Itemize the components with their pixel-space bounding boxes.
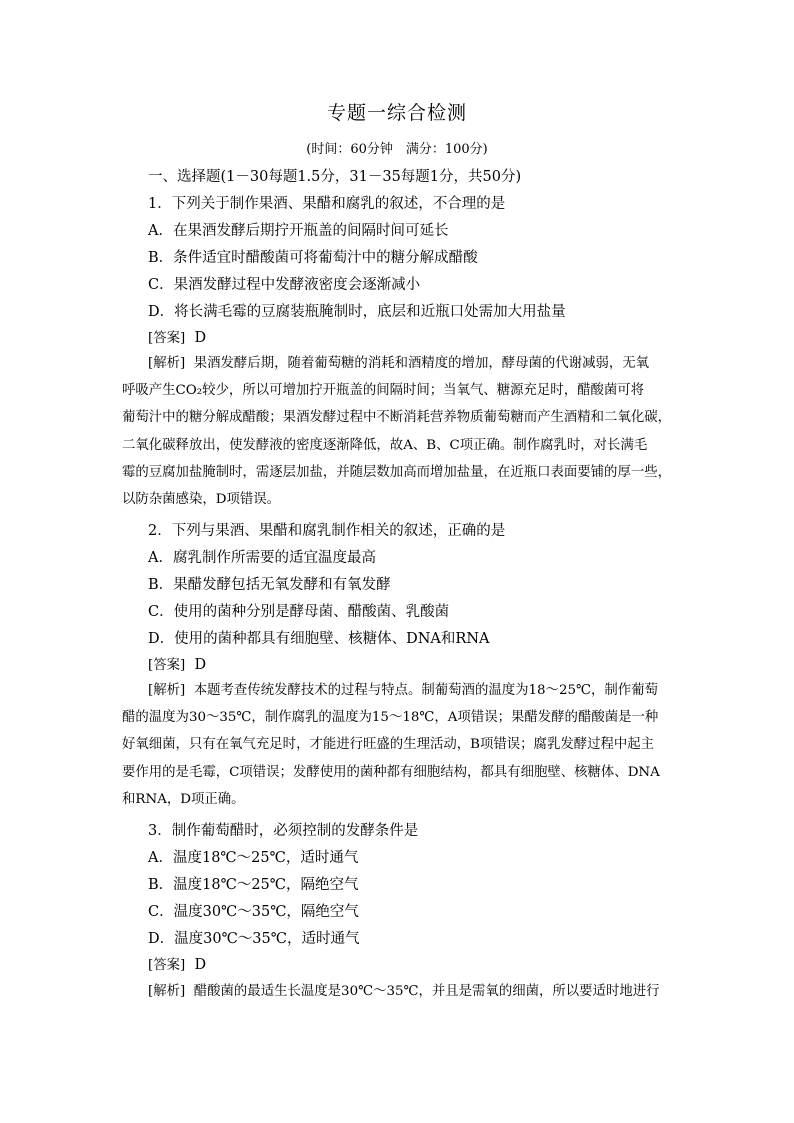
section-heading: 一、选择题(1－30每题1.5分，31－35每题1分，共50分) <box>148 169 522 185</box>
question-1-stem: 1．下列关于制作果酒、果醋和腐乳的叙述，不合理的是 <box>148 196 506 212</box>
question-1-option-d: D．将长满毛霉的豆腐装瓶腌制时，底层和近瓶口处需加大用盐量 <box>148 304 566 320</box>
question-2-option-c: C．使用的菌种分别是酵母菌、醋酸菌、乳酸菌 <box>148 604 450 620</box>
question-3-option-d: D．温度30℃～35℃，适时通气 <box>148 931 360 947</box>
analysis-line: 二氧化碳释放出，使发酵液的密度逐渐降低，故A、B、C项正确。制作腐乳时，对长满毛 <box>122 437 648 453</box>
question-2-option-b: B．果醋发酵包括无氧发酵和有氧发酵 <box>148 577 391 593</box>
question-1-answer <box>148 327 206 346</box>
question-2-option-d: D．使用的菌种都具有细胞壁、核糖体、DNA和RNA <box>148 631 490 647</box>
analysis-tag: [解析] <box>148 683 186 698</box>
answer-tag: [答案] <box>148 658 186 673</box>
question-3-analysis <box>122 978 674 1005</box>
question-3-option-a: A．温度18℃～25℃，适时通气 <box>148 850 359 866</box>
analysis-line: 以防杂菌感染，D项错误。 <box>122 492 281 508</box>
exam-meta: (时间：60分钟 满分：100分) <box>306 142 488 157</box>
analysis-line: 葡萄汁中的糖分解成醋酸；果酒发酵过程中不断消耗营养物质葡萄糖而产生酒精和二氧化碳， <box>122 410 672 426</box>
question-2-option-a: A．腐乳制作所需要的适宜温度最高 <box>148 550 376 566</box>
question-1-option-a: A．在果酒发酵后期拧开瓶盖的间隔时间可延长 <box>148 223 449 239</box>
analysis-line: 醋酸菌的最适生长温度是30℃～35℃，并且是需氧的细菌，所以要适时地进行 <box>193 984 660 999</box>
question-3-stem: 3．制作葡萄醋时，必须控制的发酵条件是 <box>148 823 419 839</box>
analysis-line: 霉的豆腐加盐腌制时，需逐层加盐，并随层数加高而增加盐量，在近瓶口表面要铺的厚一些， <box>122 464 672 480</box>
page-title: 专题一综合检测 <box>326 102 467 124</box>
question-2-answer <box>148 654 206 673</box>
answer-value: D <box>194 657 207 673</box>
analysis-line: 和RNA，D项正确。 <box>122 791 245 807</box>
analysis-line: 醋的温度为30～35℃，制作腐乳的温度为15～18℃，A项错误；果醋发酵的醋酸菌是一种 <box>122 710 659 726</box>
answer-value: D <box>194 330 207 346</box>
answer-tag: [答案] <box>148 958 186 973</box>
analysis-line: 呼吸产生CO₂较少，所以可增加拧开瓶盖的间隔时间；当氧气、糖源充足时，醋酸菌可将 <box>122 383 645 399</box>
question-1-option-c: C．果酒发酵过程中发酵液密度会逐渐减小 <box>148 277 421 293</box>
analysis-line: 本题考查传统发酵技术的过程与特点。制葡萄酒的温度为18～25℃，制作葡萄 <box>193 683 658 698</box>
answer-tag: [答案] <box>148 331 186 346</box>
answer-value: D <box>194 957 207 973</box>
question-3-answer <box>148 954 206 973</box>
question-1-analysis <box>122 350 674 513</box>
analysis-tag: [解析] <box>148 356 186 371</box>
analysis-line: 要作用的是毛霉，C项错误；发酵使用的菌种都有细胞结构，都具有细胞壁、核糖体、DNA <box>122 764 660 780</box>
analysis-line: 果酒发酵后期，随着葡萄糖的消耗和酒精度的增加，酵母菌的代谢减弱，无氧 <box>193 356 650 371</box>
analysis-tag: [解析] <box>148 984 186 999</box>
question-3-option-c: C．温度30℃～35℃，隔绝空气 <box>148 904 359 920</box>
question-3-option-b: B．温度18℃～25℃，隔绝空气 <box>148 877 359 893</box>
question-2-stem: 2．下列与果酒、果醋和腐乳制作相关的叙述，正确的是 <box>148 523 506 539</box>
question-2-analysis <box>122 677 674 813</box>
analysis-line: 好氧细菌，只有在氧气充足时，才能进行旺盛的生理活动，B项错误；腐乳发酵过程中起主 <box>122 737 655 753</box>
question-1-option-b: B．条件适宜时醋酸菌可将葡萄汁中的糖分解成醋酸 <box>148 250 478 266</box>
